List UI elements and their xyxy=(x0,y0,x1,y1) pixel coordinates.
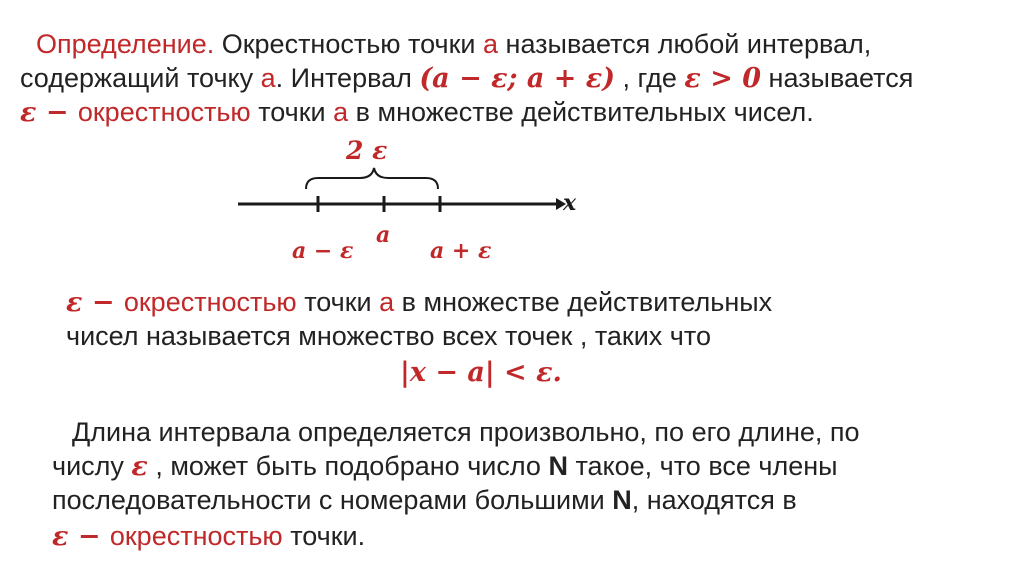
third-text-3-start: последовательности с номерами большими xyxy=(52,485,613,515)
epsilon-condition: ε > 0 xyxy=(684,63,762,94)
definition-label: Определение. xyxy=(36,29,215,59)
point-a-3: а xyxy=(333,97,349,127)
third-text-2-mid: , может быть подобрано число xyxy=(147,451,549,481)
epsilon-symbol-4: ε − xyxy=(52,521,110,552)
definition-text-2-tail: называется xyxy=(761,63,914,93)
epsilon-symbol: ε − xyxy=(20,97,78,128)
third-line-4 xyxy=(52,520,365,553)
span-brace xyxy=(306,168,438,189)
definition-text-1-tail: называется любой интервал, xyxy=(498,29,872,59)
interval-formula: (a − ε; a + ε) xyxy=(419,63,615,94)
third-line-3 xyxy=(52,484,797,516)
span-label: 2 ε xyxy=(346,136,388,165)
axis-label: x xyxy=(563,190,577,216)
third-line-1 xyxy=(72,416,860,448)
third-text-2-start: числу xyxy=(52,451,132,481)
third-line-2 xyxy=(52,450,838,483)
point-a-2: а xyxy=(260,63,276,93)
epsilon-symbol-2: ε − xyxy=(66,287,124,318)
point-a-4: а xyxy=(379,287,395,317)
second-line-1 xyxy=(66,286,772,319)
second-line-2 xyxy=(66,320,711,352)
right-endpoint-label: a + ε xyxy=(430,238,492,264)
definition-text-3-mid: точки xyxy=(250,97,334,127)
left-endpoint-label: a − ε xyxy=(292,238,354,264)
epsilon-symbol-3: ε xyxy=(131,451,148,482)
abs-inequality: |x − a| < ε. xyxy=(400,357,562,388)
definition-text-2-mid: . Интервал xyxy=(275,63,420,93)
definition-where: , где xyxy=(615,63,685,93)
second-formula-line xyxy=(400,356,562,389)
third-text-2-tail: такое, что все члены xyxy=(567,451,838,481)
second-text-tail: в множестве действительных xyxy=(394,287,773,317)
neighborhood-term: окрестностью xyxy=(77,97,251,127)
point-a: а xyxy=(483,29,499,59)
neighborhood-term-3: окрестностью xyxy=(109,521,283,551)
center-point-label: a xyxy=(376,222,391,248)
third-text-line-1: Длина интервала определяется произвольно, по его длине, по xyxy=(72,417,860,447)
number-N: N xyxy=(548,451,568,481)
number-N-2: N xyxy=(612,485,632,515)
third-text-3-tail: , находятся в xyxy=(631,485,797,515)
definition-text-3-tail: в множестве действительных чисел. xyxy=(348,97,814,127)
definition-text-1: Окрестностью точки xyxy=(214,29,483,59)
definition-text-2: содержащий точку xyxy=(20,63,261,93)
second-text-line-2: чисел называется множество всех точек , таких что xyxy=(66,321,711,351)
neighborhood-term-2: окрестностью xyxy=(123,287,297,317)
second-text-mid: точки xyxy=(296,287,380,317)
third-text-4-tail: точки. xyxy=(282,521,366,551)
